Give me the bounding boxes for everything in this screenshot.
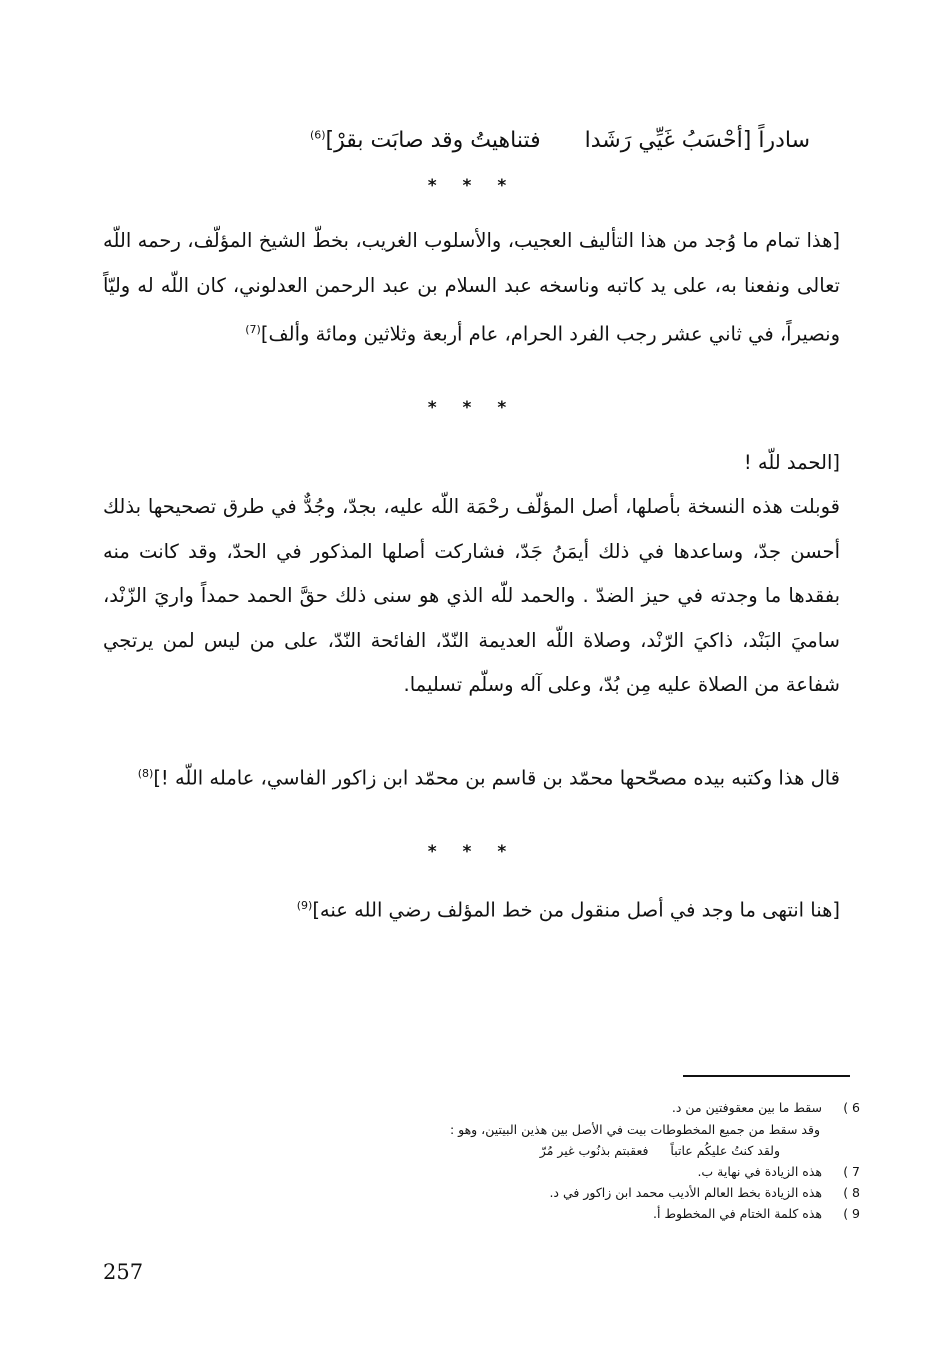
colophon-paragraph-2: قوبلت هذه النسخة بأصلها، أصل المؤلّف رحْمَة اللّه عليه، بجدّ، وجُدٌّ في طرق تصحيحها بذلك أحسن جدّ، وساعدها في ذلك أيمَنُ جَدّ، فشاركت أصلها المذكور في الحدّ، وقد كانت منه بفقدها ما وجدته في حيز الضدّ . والحمد للّه الذي هو سنى ذلك حقَّ الحمد حمداً واريَ الزّنْد، ساميَ البَنْد، ذاكيَ الرّنْد، وصلاة اللّه العديمة النّدّ، الفائحة النّدّ، على من ليس لمن يرتجي شفاعة من الصلاة عليه مِن بُدّ، وعلى آله وسلّم تسليما.	[103, 495, 840, 696]
footnote-text: هذه كلمة الختام في المخطوط أ.	[653, 1206, 822, 1221]
footnote-9	[250, 1206, 860, 1227]
footnote-8	[250, 1185, 860, 1206]
footnote-rule	[683, 1075, 850, 1077]
footnote-text: هذه الزيادة في نهاية ب.	[697, 1164, 822, 1179]
footnote-number: 8 )	[843, 1185, 860, 1200]
verse-hemistich-1: سادراً [أحْسَبُ غَيِّي رَشَدا	[584, 128, 810, 153]
footnote-6-continuation: وقد سقط من جميع المخطوطات بيت في الأصل بين هذين البيتين، وهو :	[449, 1122, 820, 1137]
section-separator: * * *	[427, 842, 517, 862]
colophon-paragraph-1: [هذا تمام ما وُجد من هذا التأليف العجيب، والأسلوب الغريب، بخطّ الشيخ المؤلّف، رحمه اللّه تعالى ونفعنا به، على يد كاتبه وناسخه عبد السلام بن عبد الرحمن العدلوني، كان اللّه له وليّاً ونصيراً، في ثاني عشر رجب الفرد الحرام، عام أربعة وثلاثين ومائة وألف]$^{(7)}$	[103, 229, 840, 346]
footnote-number: 6 )	[843, 1100, 860, 1115]
footnote-text: سقط ما بين معقوفتين من د.	[671, 1100, 822, 1115]
footnote-ref-7: (7)	[245, 323, 261, 336]
footnote-ref-8: (8)	[137, 767, 154, 780]
page-number: 257	[103, 1260, 144, 1284]
footnote-ref-6: (6)	[309, 128, 326, 142]
footnote-number: 7 )	[843, 1164, 860, 1179]
copyist-signature: قال هذا وكتبه بيده مصحّحها محمّد بن قاسم بن محمّد ابن زاكور الفاسي، عامله اللّه !]$^{(8)}$	[137, 766, 840, 790]
footnote-text: هذه الزيادة بخط العالم الأديب محمد ابن زاكور في د.	[549, 1185, 822, 1200]
footnote-verse-hemistich-1: ولقد كنتُ عليكُم عاتباً	[670, 1143, 780, 1158]
section-separator: * * *	[427, 398, 517, 418]
footnote-7	[250, 1164, 860, 1185]
hamd-heading: [الحمد للّه !	[743, 451, 840, 474]
footnote-6-verse	[250, 1143, 780, 1158]
footnote-row	[250, 1100, 860, 1121]
footnote-6	[250, 1100, 860, 1121]
footnote-verse-hemistich-2: فعقبتم بذنُوب غير مُرّ	[539, 1143, 649, 1158]
section-separator: * * *	[427, 176, 517, 196]
poem-verse	[150, 128, 810, 168]
verse-hemistich-2: فتناهيتُ وقد صابَت بقرْ]$^{(6)}$	[309, 128, 541, 153]
closing-statement: [هنا انتهى ما وجد في أصل منقول من خط المؤلف رضي الله عنه]$^{(9)}$	[296, 898, 840, 922]
footnote-number: 9 )	[843, 1206, 860, 1221]
footnotes-list	[250, 1164, 860, 1227]
footnote-ref-9: (9)	[296, 899, 313, 912]
